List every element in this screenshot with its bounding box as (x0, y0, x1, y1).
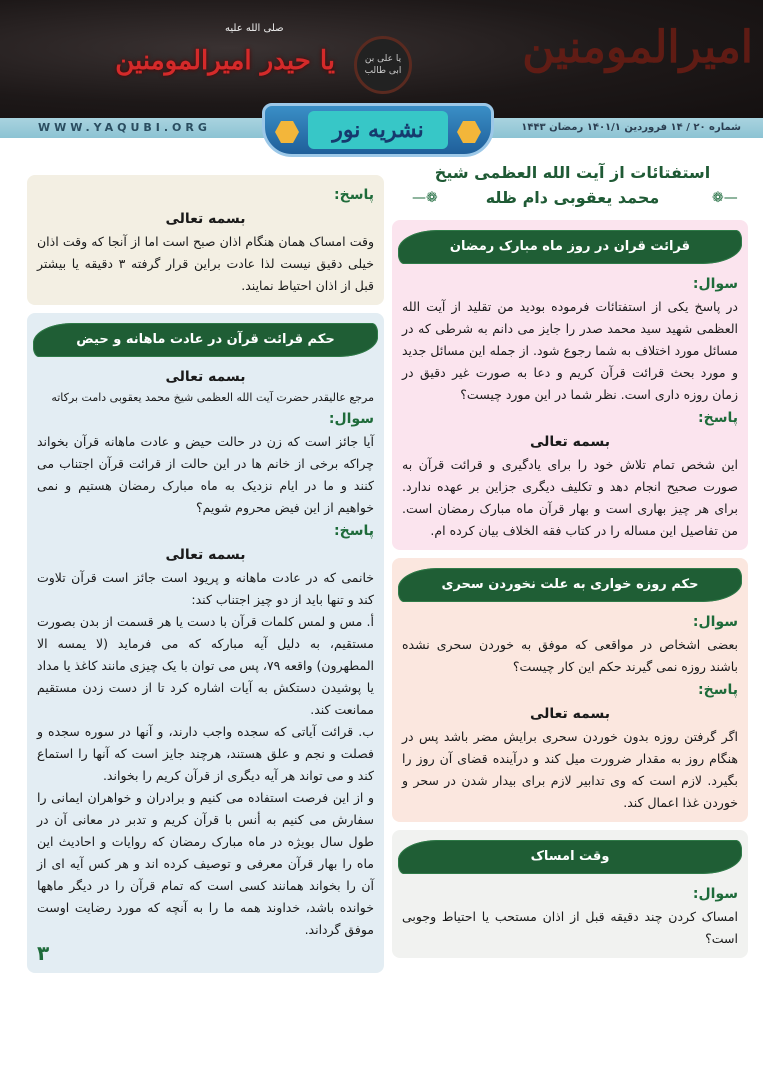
section-imsak-time (392, 830, 748, 958)
section-breaking-fast-no-suhoor (392, 558, 748, 822)
ornament-icon: —❁ (412, 190, 438, 206)
question-label: سوال: (692, 276, 738, 292)
addressee-text: مرجع عالیقدر حضرت آیت الله العظمی شیخ محمد یعقوبی دامت برکاته (51, 391, 374, 404)
website-url[interactable]: WWW.YAQUBI.ORG (38, 121, 211, 134)
answer-text: اگر گرفتن روزه بدون خوردن سحری برایش مضر باشد پس در هنگام روز به مقدار ضرورت میل کند و درآینده قضای آن روز را بگیرد. لازم است که وی تدابیر لازم برای بیدار شدن در سحر و خوردن غذا اعمال کند. (402, 729, 738, 810)
left-column (27, 175, 384, 973)
bismihi-heading: بسمه تعالی (529, 706, 611, 722)
section-imsak-answer (27, 175, 384, 305)
question-text: آیا جائز است که زن در حالت حیض و عادت ماهانه قرآن بخواند چراکه برخی از خانم ها در این حالت از قرائت قرآن اجتناب می کنند و ما در ایام نزدیک به ماه مبارک رمضان هستیم و نمی خواهیم از این فیض محروم شویم؟ (37, 434, 374, 515)
question-label: سوال: (692, 886, 738, 902)
newsletter-logo: نشریه نور (262, 103, 494, 157)
header-banner (0, 0, 763, 120)
answer-point-b: ب. قرائت آیاتی که سجده واجب دارند، و آنها در سوره سجده و فصلت و نجم و علق هستند، هرچند جایز است که آنها را استماع کند و می تواند هر آیه دیگری از قرآن کریم را بخواند. (37, 724, 374, 783)
ornament-icon: ❁— (712, 190, 738, 206)
header-calligraphy-right: امیرالمومنین (522, 22, 753, 73)
answer-point-a: أ. مس و لمس کلمات قرآن با دست یا هر قسمت از بدن بصورت مستقیم، به دلیل آیه مبارکه که می فرماید (لا یمسه الا المطهرون) واقعه ۷۹، پس می توان با یک چیزی مانند کاغذ یا مداد یا پوشیدن دستکش به آیات اشاره کرد تا از دست زدن مستقیم ممانعت کند. (37, 614, 374, 717)
answer-label: پاسخ: (334, 187, 374, 203)
section-banner: قرائت قران در روز ماه مبارک رمضان (398, 230, 742, 264)
page-title: استفتائات از آیت الله العظمی شیخ محمد یعقوبی دام ظله (434, 163, 711, 207)
hexagon-ornament-icon (275, 121, 299, 143)
bismihi-heading: بسمه تعالی (165, 211, 246, 227)
answer-closing: و از این فرصت استفاده می کنیم و برادران و خواهران ایمانی را سفارش می کنیم به أنس با قرآن کریم و تدبر در معانی آن در طول سال بویژه در ماه مبارک رمضان که روایات و احادیث این ماه را بهار قرآن معرفی و توصیف کرده اند و هر کس آیه ای از آن را بخواند همانند کسی است که تمام قرآن را در دیگر ماهها خوانده باشد، خداوند همه ما را به آنچه که مورد رضایت اوست موفق گرداند. (37, 790, 374, 937)
section-quran-menstruation (27, 313, 384, 973)
bismihi-heading: بسمه تعالی (165, 369, 246, 385)
header-calligraphy-left: یا حیدر امیرالمومنین (115, 46, 335, 76)
answer-text: خانمی که در عادت ماهانه و پریود است جائز است قرآن تلاوت کند و تنها باید از دو چیز اجتناب کند: (37, 570, 374, 607)
header-calligraphy-honorific: صلی الله علیه (225, 23, 284, 34)
medallion-emblem: یا علی بن ابی طالب (354, 36, 412, 94)
answer-label: پاسخ: (698, 682, 738, 698)
bismihi-heading: بسمه تعالی (529, 434, 611, 450)
section-banner: وقت امساک (398, 840, 742, 874)
question-text: بعضی اشخاص در مواقعی که موفق به خوردن سحری نشده باشند روزه نمی گیرند حکم این کار چیست؟ (402, 637, 738, 674)
question-text: در پاسخ یکی از استفتائات فرموده بودید من تقلید از آیت الله العظمی شهید سید محمد صدر را جایز می دانم به شرطی که در مسائل مورد اختلاف به شما رجوع شود. از جمله این مسائل جدید و مورد بحث قرائت قرآن کریم و دعا به صورت غیر دقیق در زمان روزه داری است. نظر شما در این مورد چیست؟ (402, 299, 738, 402)
answer-label: پاسخ: (698, 410, 738, 426)
question-text: امساک کردن چند دقیقه قبل از اذان مستحب یا احتیاط وجوبی است؟ (402, 909, 738, 946)
section-quran-reading-ramadan (392, 220, 748, 550)
hexagon-ornament-icon (457, 121, 481, 143)
issue-info: شماره ۲۰ / ۱۴ فروردین ۱۴۰۱/۱ رمضان ۱۴۴۳ (521, 122, 741, 133)
section-banner: حکم روزه خواری به علت نخوردن سحری (398, 568, 742, 602)
right-column (392, 220, 748, 958)
section-banner: حکم قرائت قرآن در عادت ماهانه و حیض (33, 323, 378, 357)
answer-text: این شخص تمام تلاش خود را برای یادگیری و قرائت قرآن به صورت صحیح انجام دهد و تکلیف دیگری جزاین بر عهده ندارد. برای هر چیز بهاری است و بهار قرآن ماه مبارک رمضان است. من تفاصیل این مساله را در کتاب فقه الخلاف بیان کرده ام. (402, 457, 738, 538)
bismihi-heading: بسمه تعالی (165, 547, 246, 563)
page-number: ۳ (37, 941, 50, 965)
answer-label: پاسخ: (334, 523, 374, 539)
question-label: سوال: (692, 614, 738, 630)
question-label: سوال: (328, 411, 374, 427)
answer-text: وقت امساک همان هنگام اذان صبح است اما از آنجا که وقت اذان خیلی دقیق نیست لذا عادت براین قرار گرفته ۳ دقیقه یا بیشتر قبل از اذان احتیاط نمایند. (37, 234, 374, 293)
